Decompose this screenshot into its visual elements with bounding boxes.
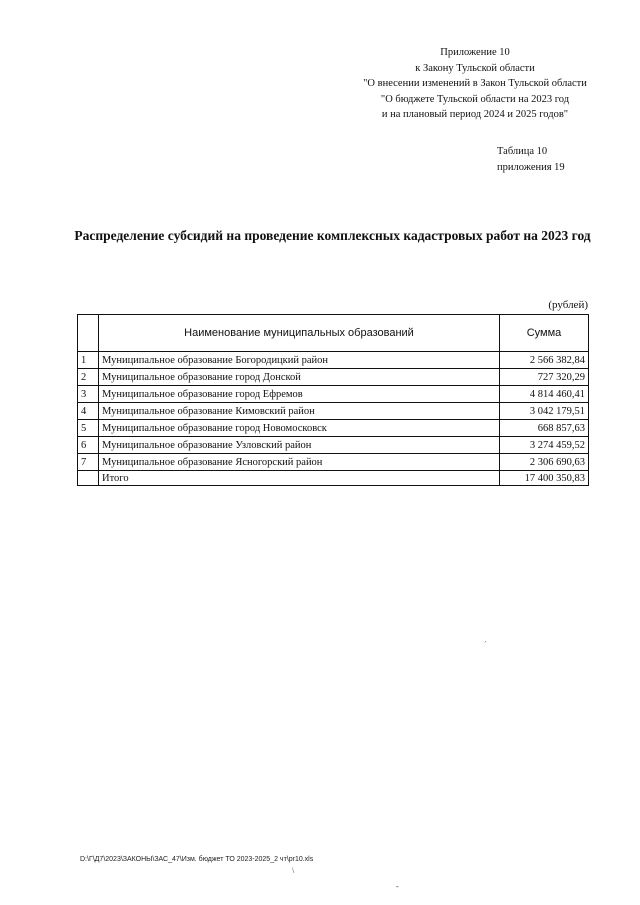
row-number: 2 [78,369,99,386]
appendix-line-5: и на плановый период 2024 и 2025 годов" [381,109,569,120]
municipality-name: Муниципальное образование город Ефремов [99,386,500,403]
units-label: (рублей) [548,299,588,311]
subsidy-sum: 668 857,63 [500,420,589,437]
subsidy-sum: 3 042 179,51 [500,403,589,420]
subsidy-table [77,314,589,486]
total-row [78,471,589,486]
row-number: 5 [78,420,99,437]
file-path-footer: D:\Г\Д7\2023\ЗАКОНЫ\ЗАС_47\Изм. бюджет ТО 2023-2025_2 чт\pr10.xls [80,856,314,863]
table-reference [497,144,565,175]
municipality-name: Муниципальное образование Ясногорский район [99,454,500,471]
appendix-line-3: "О внесении изменений в Закон Тульской области [363,78,587,89]
table-row [78,352,589,369]
row-number: 1 [78,352,99,369]
total-label: Итого [99,471,500,486]
table-header-row [78,315,589,352]
header-name-cell: Наименование муниципальных образований [99,315,500,352]
table-row [78,403,589,420]
table-ref-line-2: приложения 19 [497,161,565,173]
municipality-name: Муниципальное образование город Новомосковск [99,420,500,437]
table-row [78,420,589,437]
subsidy-sum: 2 306 690,63 [500,454,589,471]
municipality-name: Муниципальное образование Богородицкий район [99,352,500,369]
scan-speck: - [396,882,399,891]
table-row [78,386,589,403]
header-number-cell [78,315,99,352]
subsidy-sum: 3 274 459,52 [500,437,589,454]
scan-speck: ´ [484,640,487,649]
header-sum-cell: Сумма [500,315,589,352]
row-number: 7 [78,454,99,471]
appendix-line-2: к Закону Тульской области [415,62,535,74]
scan-speck: \ [292,866,295,875]
table-row [78,454,589,471]
row-number: 4 [78,403,99,420]
subsidy-sum: 727 320,29 [500,369,589,386]
subsidy-sum: 4 814 460,41 [500,386,589,403]
total-sum: 17 400 350,83 [500,471,589,486]
total-number-cell [78,471,99,486]
table-row [78,369,589,386]
subsidy-sum: 2 566 382,84 [500,352,589,369]
table-ref-line-1: Таблица 10 [497,146,548,157]
municipality-name: Муниципальное образование Узловский район [99,437,500,454]
row-number: 6 [78,437,99,454]
appendix-line-1: Приложение 10 [440,47,510,58]
appendix-header [340,45,610,123]
appendix-line-4: "О бюджете Тульской области на 2023 год [380,93,570,105]
municipality-name: Муниципальное образование Кимовский район [99,403,500,420]
table-row [78,437,589,454]
document-title: Распределение субсидий на проведение комплексных кадастровых работ на 2023 год [74,228,591,243]
row-number: 3 [78,386,99,403]
municipality-name: Муниципальное образование город Донской [99,369,500,386]
